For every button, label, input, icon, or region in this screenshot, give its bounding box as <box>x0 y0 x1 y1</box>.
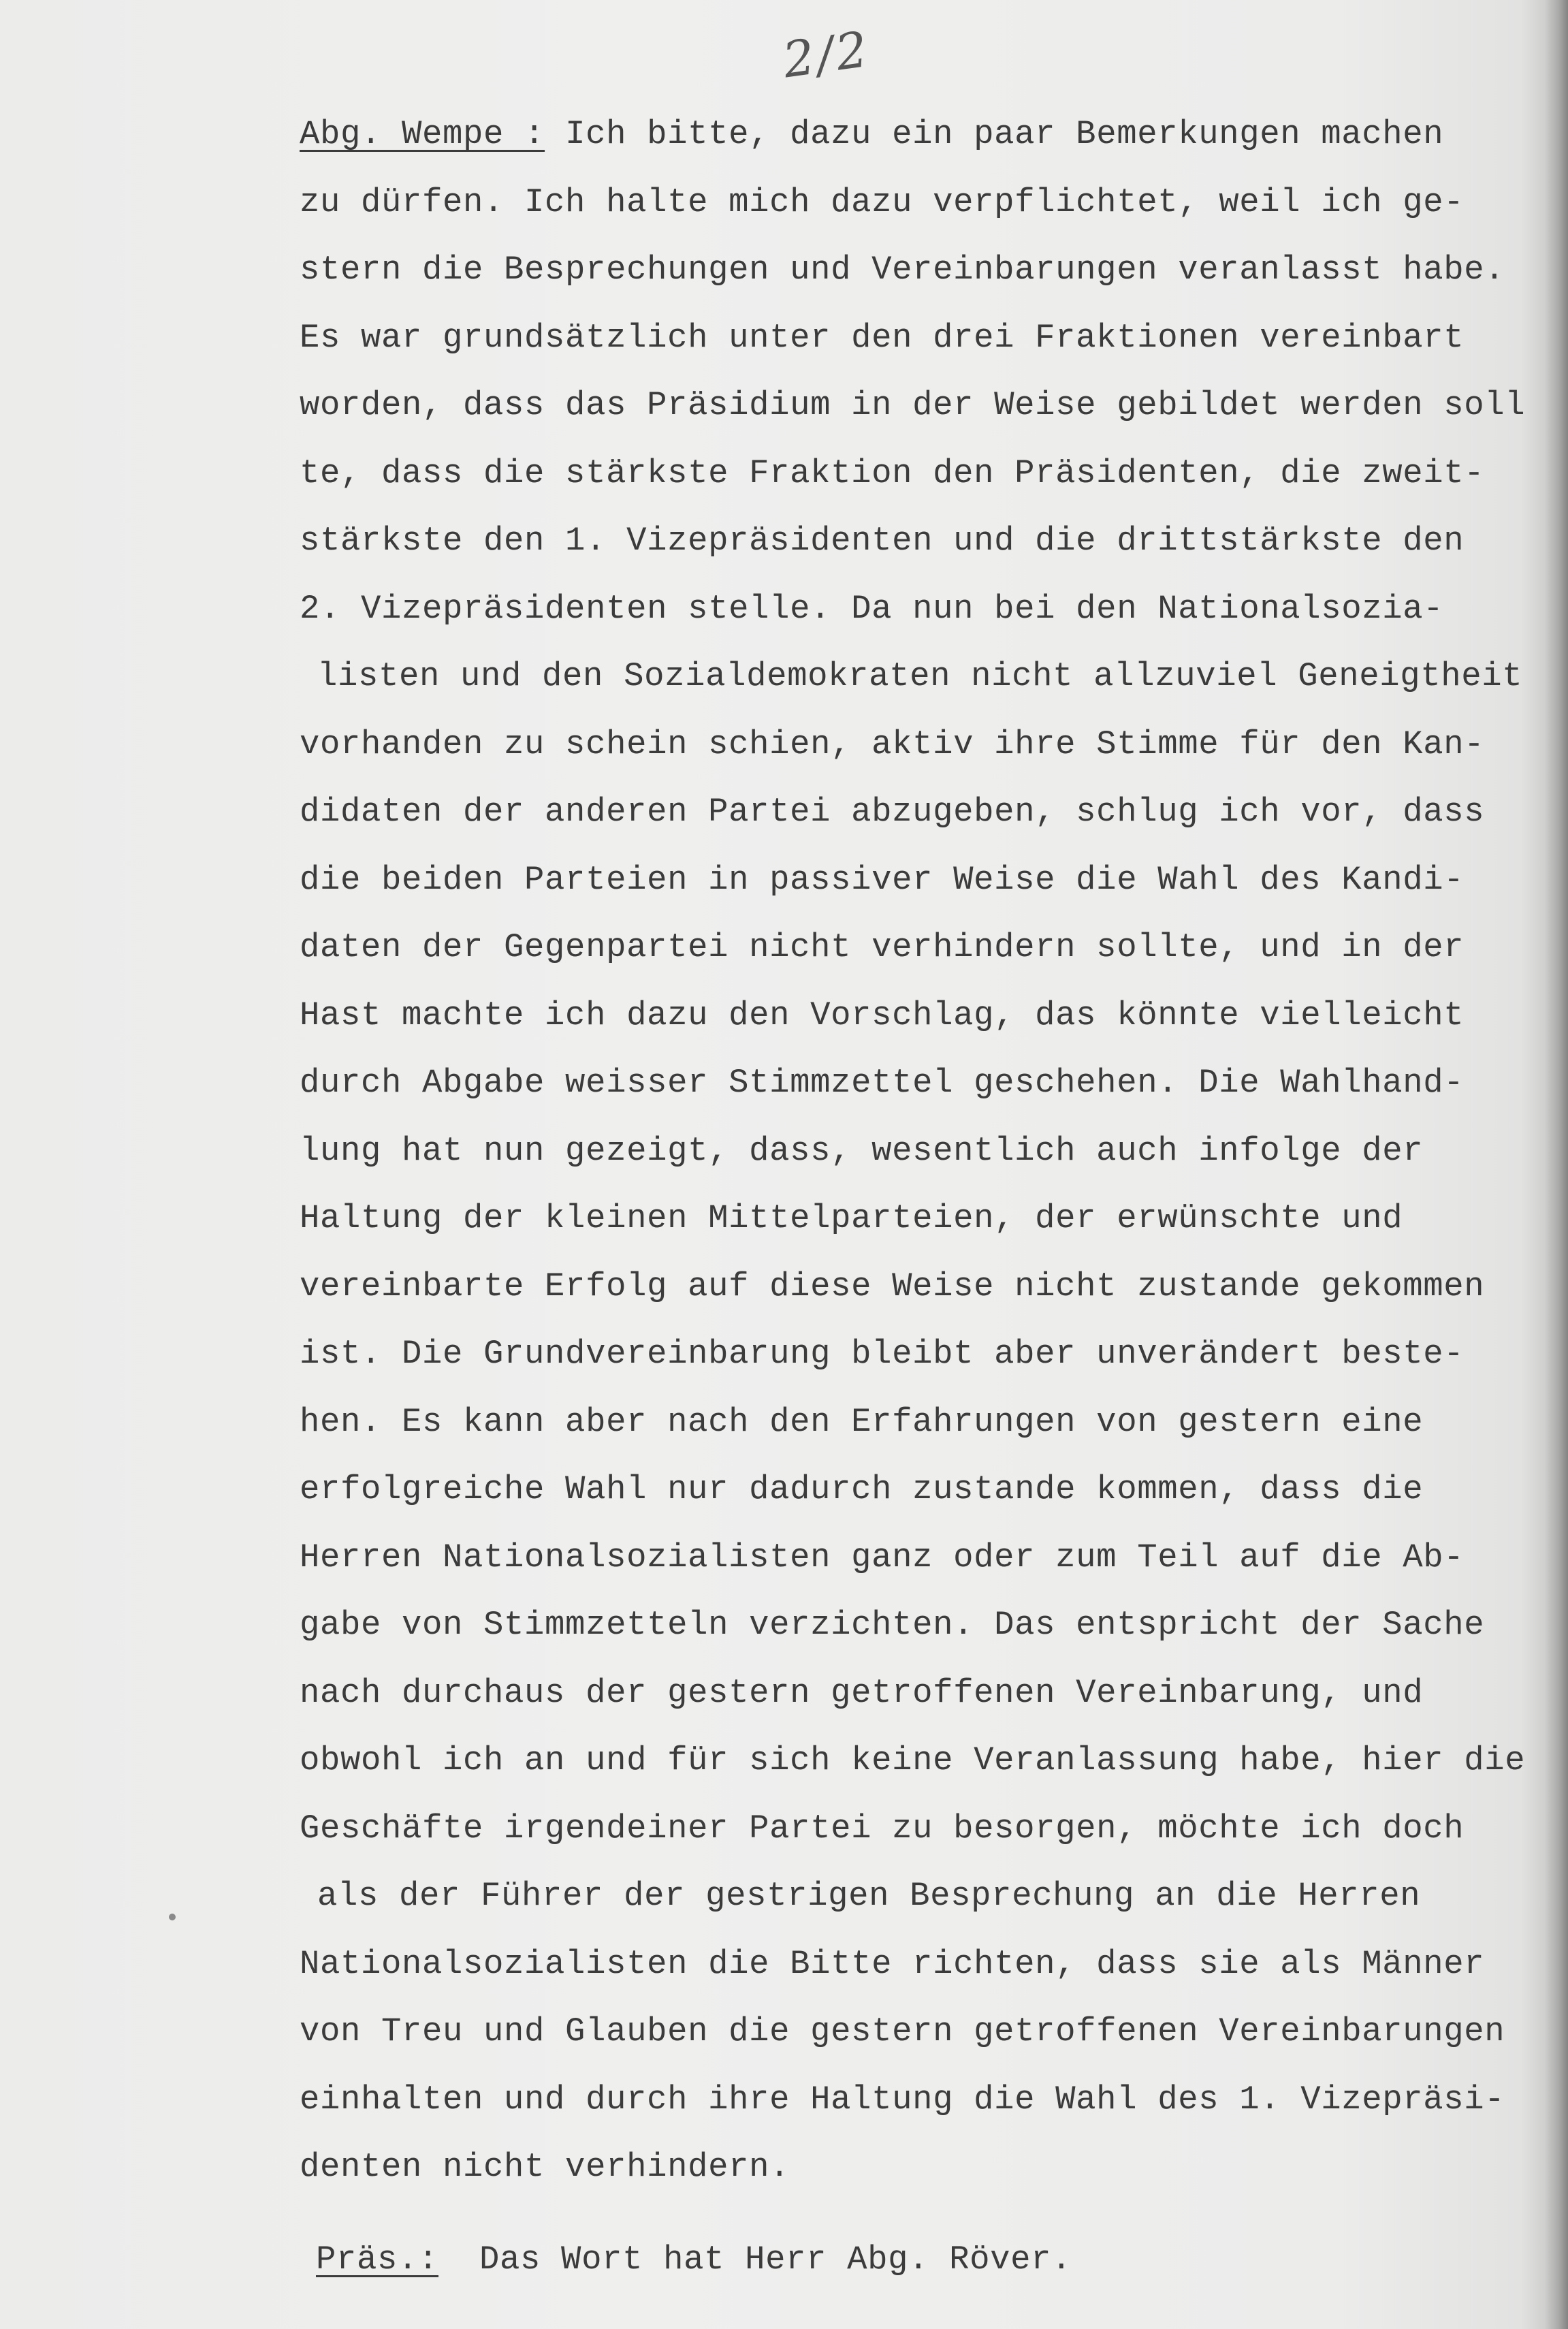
speech-line: te, dass die stärkste Fraktion den Präsidenten, die zweit- <box>300 454 1485 492</box>
speech-line: 2. Vizepräsidenten stelle. Da nun bei den Nationalsozia- <box>300 589 1444 628</box>
speech-line: Herren Nationalsozialisten ganz oder zum Teil auf die Ab- <box>300 1538 1465 1577</box>
speech-line: listen und den Sozialdemokraten nicht allzuviel Geneigtheit <box>317 657 1523 695</box>
speech-line: daten der Gegenpartei nicht verhindern sollte, und in der <box>300 928 1465 966</box>
speaker-label-president: Präs.: <box>316 2240 439 2279</box>
speech-line: stern die Besprechungen und Vereinbarungen veranlasst habe. <box>300 251 1505 289</box>
speech-line: Geschäfte irgendeiner Partei zu besorgen, möchte ich doch <box>300 1809 1465 1848</box>
speech-line: Es war grundsätzlich unter den drei Fraktionen vereinbart <box>300 318 1465 357</box>
speech-line: vorhanden zu schein schien, aktiv ihre Stimme für den Kan- <box>300 725 1485 763</box>
speech-line: hen. Es kann aber nach den Erfahrungen von gestern eine <box>300 1402 1424 1441</box>
paper-speck <box>169 1914 176 1920</box>
speech-line: von Treu und Glauben die gestern getroffenen Vereinbarungen <box>300 2012 1505 2050</box>
speech-line: Nationalsozialisten die Bitte richten, dass sie als Männer <box>300 1944 1485 1983</box>
speech-line: obwohl ich an und für sich keine Veranlassung habe, hier die <box>300 1741 1526 1779</box>
speech-line: denten nicht verhindern. <box>300 2148 790 2186</box>
speaker-label-wempe: Abg. Wempe : <box>300 115 545 153</box>
speech-line: Haltung der kleinen Mittelparteien, der erwünschte und <box>300 1199 1403 1237</box>
speech-line: einhalten und durch ihre Haltung die Wahl des 1. Vizepräsi- <box>300 2080 1505 2119</box>
speech-line: die beiden Parteien in passiver Weise die Wahl des Kandi- <box>300 860 1465 899</box>
speech-line: worden, dass das Präsidium in der Weise gebildet werden soll <box>300 386 1526 424</box>
speech-line: gabe von Stimmzetteln verzichten. Das entspricht der Sache <box>300 1606 1485 1644</box>
speech-first-line <box>300 101 1546 169</box>
speech-line: zu dürfen. Ich halte mich dazu verpflichtet, weil ich ge- <box>300 183 1465 221</box>
presidium-line <box>300 2226 1546 2294</box>
speech-line: ist. Die Grundvereinbarung bleibt aber unverändert beste- <box>300 1335 1465 1373</box>
speech-line: vereinbarte Erfolg auf diese Weise nicht zustande gekommen <box>300 1267 1485 1305</box>
speech-line: didaten der anderen Partei abzugeben, schlug ich vor, dass <box>300 793 1485 831</box>
presidium-text: Das Wort hat Herr Abg. Röver. <box>438 2240 1072 2279</box>
speech-line: durch Abgabe weisser Stimmzettel geschehen. Die Wahlhand- <box>300 1064 1465 1102</box>
page-edge-shadow <box>1545 0 1568 2329</box>
page-number: 2/2 <box>779 20 874 89</box>
speech-line: stärkste den 1. Vizepräsidenten und die drittstärkste den <box>300 522 1465 560</box>
speech-line: nach durchaus der gestern getroffenen Vereinbarung, und <box>300 1673 1424 1712</box>
speech-text: Ich bitte, dazu ein paar Bemerkungen machen <box>545 115 1444 153</box>
speech-line: Hast machte ich dazu den Vorschlag, das könnte vielleicht <box>300 996 1465 1034</box>
transcript-body <box>300 101 1546 2294</box>
speech-line: als der Führer der gestrigen Besprechung an die Herren <box>317 1877 1421 1915</box>
speech-line: erfolgreiche Wahl nur dadurch zustande kommen, dass die <box>300 1470 1424 1508</box>
speech-line: lung hat nun gezeigt, dass, wesentlich auch infolge der <box>300 1131 1424 1170</box>
